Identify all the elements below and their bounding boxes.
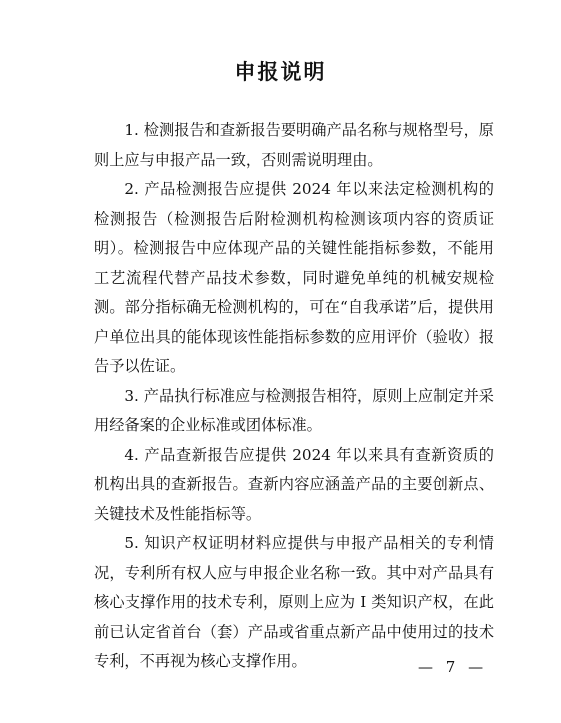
paragraph-2: 2. 产品检测报告应提供 2024 年以来法定检测机构的检测报告（检测报告后附检测机构检测该项内容的资质证明）。检测报告中应体现产品的关键性能指标参数，不能用工艺流程代替产品技术参数，同时避免单纯的机械安规检测。部分指标确无检测机构的，可在“自我承诺”后，提供用户单位出具的能体现该性能指标参数的应用评价（验收）报告予以佐证。 <box>94 180 494 375</box>
paragraph-4: 4. 产品查新报告应提供 2024 年以来具有查新资质的机构出具的查新报告。查新内容应涵盖产品的主要创新点、关键技术及性能指标等。 <box>94 445 494 523</box>
paragraph-5: 5. 知识产权证明材料应提供与申报产品相关的专利情况，专利所有权人应与申报企业名称一致。其中对产品具有核心支撑作用的技术专利，原则上应为 I 类知识产权，在此前已认定省首台（套）产品或省重点新产品中使用过的技术专利，不再视为核心支撑作用。 <box>94 534 494 670</box>
page-number: — 7 — <box>418 658 488 676</box>
page-title: 申报说明 <box>234 60 327 84</box>
document-body <box>94 116 494 677</box>
paragraph-1: 1. 检测报告和查新报告要明确产品名称与规格型号，原则上应与申报产品一致，否则需说明理由。 <box>94 121 494 169</box>
paragraph-3: 3. 产品执行标准应与检测报告相符，原则上应制定并采用经备案的企业标准或团体标准。 <box>94 386 494 434</box>
